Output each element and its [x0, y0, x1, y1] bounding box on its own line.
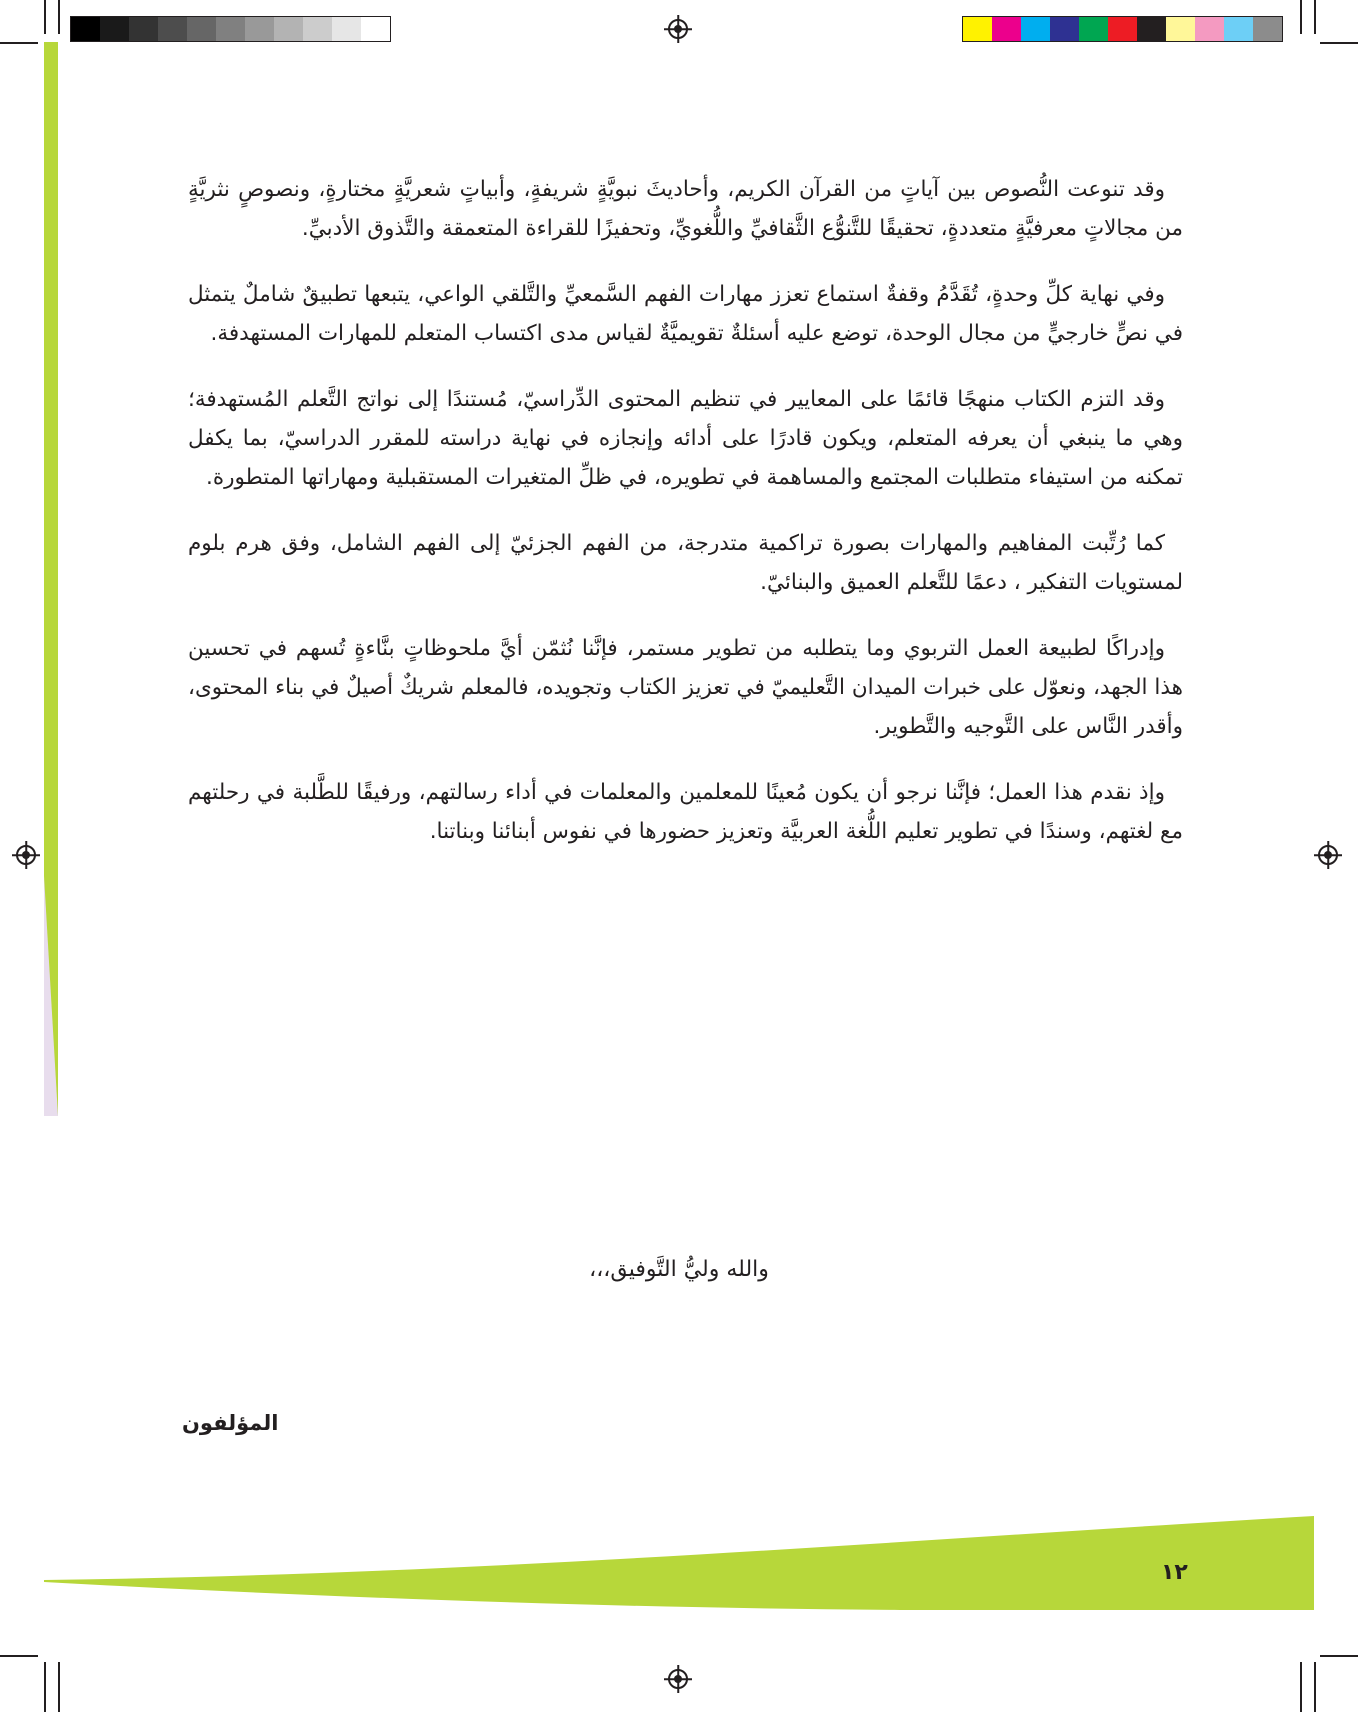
gray-swatch [303, 17, 332, 41]
crop-mark [44, 0, 46, 34]
color-swatch [963, 17, 992, 41]
crop-mark [0, 42, 38, 44]
crop-mark [58, 0, 60, 34]
gray-swatch [100, 17, 129, 41]
gray-swatch [245, 17, 274, 41]
paragraph: وإذ نقدم هذا العمل؛ فإنَّنا نرجو أن يكون مُعينًا للمعلمين والمعلمات في أداء رسالتهم، ورفيقًا للطَّلبة في رحلتهم مع لغتهم، وسندًا في تطوير تعليم اللُّغة العربيَّة وتعزيز حضورها في نفوس أبنائنا وبناتنا. [188, 780, 1183, 844]
color-swatch [1166, 17, 1195, 41]
crop-mark [1320, 1655, 1358, 1657]
left-decorative-strip [40, 36, 64, 1136]
crop-mark [0, 1655, 38, 1657]
crop-mark [44, 1662, 46, 1712]
grayscale-calibration-bar [70, 16, 391, 42]
crop-mark [1314, 0, 1316, 34]
crop-mark [1314, 1662, 1316, 1712]
color-swatch [1079, 17, 1108, 41]
paragraph: وقد التزم الكتاب منهجًا قائمًا على المعايير في تنظيم المحتوى الدِّراسيّ، مُستندًا إلى نواتج التَّعلم المُستهدفة؛ وهي ما ينبغي أن يعرفه المتعلم، ويكون قادرًا على أدائه وإنجازه في نهاية دراسته للمقرر الدراسيّ، بما يكفل تمكنه من استيفاء متطلبات المجتمع والمساهمة في تطويره، في ظلِّ المتغيرات المستقبلية ومهاراتها المتطورة. [188, 387, 1183, 490]
crop-mark [1320, 42, 1358, 44]
crop-mark [58, 1662, 60, 1712]
paragraph: وفي نهاية كلِّ وحدةٍ، تُقَدَّمُ وقفةٌ استماع تعزز مهارات الفهم السَّمعيِّ والتَّلقي الواعي، يتبعها تطبيقٌ شاملٌ يتمثل في نصٍّ خارجيٍّ من مجال الوحدة، توضع عليه أسئلةٌ تقويميَّةٌ لقياس مدى اكتساب المتعلم للمهارات المستهدفة. [188, 282, 1183, 346]
registration-mark-right [1318, 845, 1338, 865]
color-swatch [1195, 17, 1224, 41]
gray-swatch [332, 17, 361, 41]
gray-swatch [216, 17, 245, 41]
crop-mark [1300, 1662, 1302, 1712]
gray-swatch [129, 17, 158, 41]
paragraph: كما رُتِّبت المفاهيم والمهارات بصورة تراكمية متدرجة، من الفهم الجزئيّ إلى الفهم الشامل، وفق هرم بلوم لمستويات التفكير ، دعمًا للتَّعلم العميق والبنائيّ. [188, 531, 1183, 595]
color-swatch [1224, 17, 1253, 41]
closing-line: والله وليُّ التَّوفيق،،، [589, 1257, 769, 1282]
registration-mark-top [668, 19, 688, 39]
gray-swatch [274, 17, 303, 41]
color-swatch [1137, 17, 1166, 41]
registration-mark-left [16, 845, 36, 865]
gray-swatch [71, 17, 100, 41]
color-swatch [1253, 17, 1282, 41]
gray-swatch [187, 17, 216, 41]
crop-mark [1300, 0, 1302, 34]
paragraph: وإدراكًا لطبيعة العمل التربوي وما يتطلبه من تطوير مستمر، فإنَّنا نُثمّن أيَّ ملحوظاتٍ بنَّاءةٍ تُسهم في تحسين هذا الجهد، ونعوّل على خبرات الميدان التَّعليميّ في تعزيز الكتاب وتجويده، فالمعلم شريكٌ أصيلٌ في بناء المحتوى، وأقدر النَّاس على التَّوجيه والتَّطوير. [188, 636, 1183, 739]
paragraph: وقد تنوعت النُّصوص بين آياتٍ من القرآن الكريم، وأحاديثَ نبويَّةٍ شريفةٍ، وأبياتٍ شعريَّةٍ مختارةٍ، ونصوصٍ نثريَّةٍ من مجالاتٍ معرفيَّةٍ متعددةٍ، تحقيقًا للتَّنوُّع الثَّقافيِّ واللُّغويِّ، وتحفيزًا للقراءة المتعمقة والتَّذوق الأدبيِّ. [188, 177, 1183, 241]
body-text [188, 170, 1183, 878]
color-calibration-bar [962, 16, 1283, 42]
authors-signature: المؤلفون [182, 1411, 279, 1435]
registration-mark-bottom [668, 1669, 688, 1689]
color-swatch [992, 17, 1021, 41]
bottom-green-swoosh [0, 1500, 1358, 1620]
gray-swatch [158, 17, 187, 41]
color-swatch [1021, 17, 1050, 41]
color-swatch [1050, 17, 1079, 41]
gray-swatch [361, 17, 390, 41]
page-number: ١٢ [1161, 1560, 1188, 1585]
color-swatch [1108, 17, 1137, 41]
